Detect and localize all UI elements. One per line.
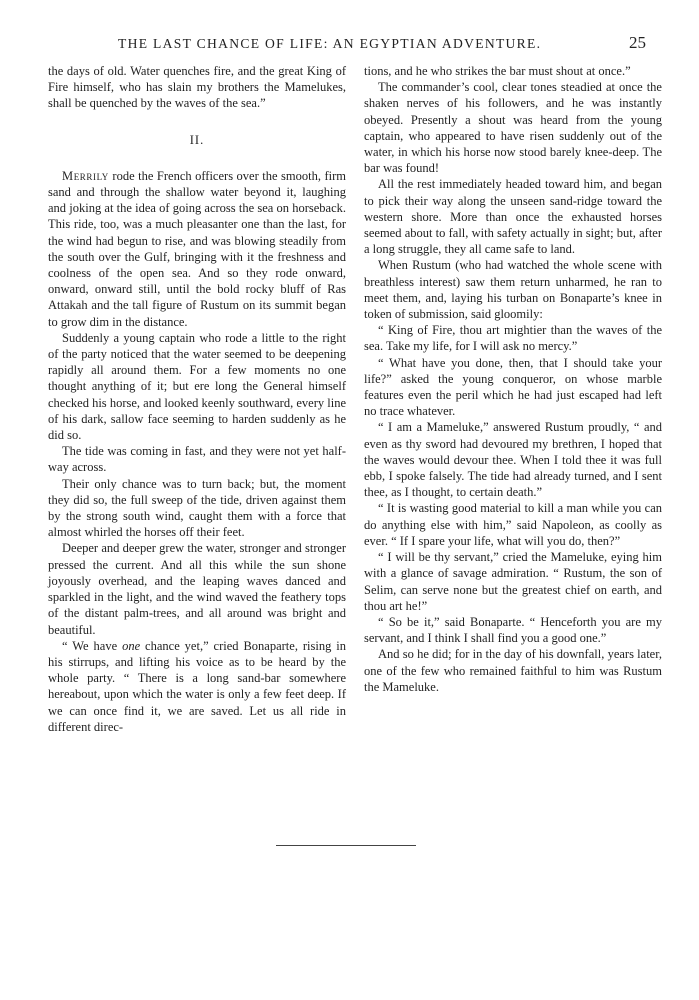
paragraph: All the rest immediately headed toward him, and began to pick their way along the unseen sand-ridge toward the western shore. More than once the exhausted horses seemed about to fall, with safety actually in sight; but, after a long struggle, they all came safe to land. — [364, 177, 662, 257]
paragraph: the days of old. Water quenches fire, and the great King of Fire himself, who has slain my brothers the Mamelukes, shall be quenched by the waves of the sea.” — [48, 64, 346, 111]
page-number: 25 — [629, 33, 646, 52]
paragraph: The commander’s cool, clear tones steadied at once the shaken nerves of his followers, and he was instantly obeyed. Presently a shout was heard from the young captain, who appeared to have risen suddenly out of the water, in which his horse now stood barely knee-deep. The bar was found! — [364, 80, 662, 176]
paragraph-text: “ We have — [62, 638, 123, 653]
paragraph: “ So be it,” said Bonaparte. “ Henceforth you are my servant, and I think I shall find you a good one.” — [364, 614, 662, 646]
paragraph: Suddenly a young captain who rode a little to the right of the party noticed that the water seemed to be deepening rapidly all around them. For a few moments no one thought anything of it; but ere long the General himself checked his horse, and looked keenly southward, every line of his dark, sallow face seeming to harden suddenly as he did so. — [48, 330, 346, 443]
section-heading: II. — [189, 132, 205, 147]
running-header — [0, 33, 699, 58]
paragraph-text: rode the French officers over the smooth, firm sand and through the shallow water beyond it, laughing and joking at the idea of going across the sea on horseback. This ride, too, was a much pleasanter one than the last, for the wind had begun to rise, and was blowing steadily from the south over the Gulf, bringing with it the freshness and coolness of the open sea. And so they rode onward, onward, onward still, until the bold rocky bluff of Ras Attakah and the tall figure of Rustum on its summit began to grow dim in the distance. — [48, 168, 346, 329]
paragraph: “ What have you done, then, that I should take your life?” asked the young conqueror, on whose marble features even the peril which he had just escaped had left no trace whatever. — [364, 355, 662, 419]
paragraph: And so he did; for in the day of his downfall, years later, one of the few who remained faithful to him was Rustum the Mameluke. — [364, 647, 662, 694]
paragraph — [48, 168, 346, 330]
emphasis: one — [122, 638, 141, 653]
paragraph: tions, and he who strikes the bar must shout at once.” — [364, 64, 631, 78]
left-column — [48, 63, 346, 735]
paragraph: “ It is wasting good material to kill a man while you can do anything else with him,” said Napoleon, as coolly as ever. “ If I spare your life, what will you do, then?” — [364, 501, 662, 548]
paragraph: “ I will be thy servant,” cried the Mameluke, eying him with a glance of savage admiration. “ Rustum, the son of Selim, can serve none but the greatest chief on earth, and thou art he!” — [364, 550, 662, 613]
paragraph: Their only chance was to turn back; but, the moment they did so, the full sweep of the tide, driven against them by the strong south wind, caught them with a force that almost whirled the horses off their feet. — [48, 476, 346, 540]
paragraph: “ I am a Mameluke,” answered Rustum proudly, “ and even as thy sword had devoured my brethren, I hoped that the waves would devour thee. When I told thee it was full ebb, I spoke falsely. The tide had already turned, and I sent thee, as I thought, to certain death.” — [364, 420, 662, 500]
paragraph — [48, 638, 346, 735]
paragraph-text: chance yet,” cried Bonaparte, rising in his stirrups, and lifting his voice as to be heard by the whole party. “ There is a long sand-bar somewhere hereabout, upon which the water is only a few feet deep. If we can once find it, we are saved. Let us all ride in different direc- — [48, 638, 347, 734]
running-title: THE LAST CHANCE OF LIFE: AN EGYPTIAN ADVENTURE. — [118, 36, 542, 51]
right-column — [364, 63, 662, 695]
end-rule — [276, 845, 416, 846]
paragraph: When Rustum (who had watched the whole scene with breathless interest) saw them return unharmed, he ran to meet them, and, laying his turban on Bonaparte’s knee in token of submission, said gloomily: — [364, 258, 662, 322]
paragraph: “ King of Fire, thou art mightier than the waves of the sea. Take my life, for I will ask no mercy.” — [364, 323, 662, 354]
paragraph: Deeper and deeper grew the water, stronger and stronger pressed the current. And all this while the sun shone joyously overhead, and the leaping waves danced and sparkled in the light, and the wind waved the feathery tops of the distant palm-trees, and all around was bright and beautiful. — [48, 541, 346, 637]
paragraph: The tide was coming in fast, and they were not yet half-way across. — [48, 444, 346, 475]
drop-word: Merrily — [62, 168, 109, 183]
